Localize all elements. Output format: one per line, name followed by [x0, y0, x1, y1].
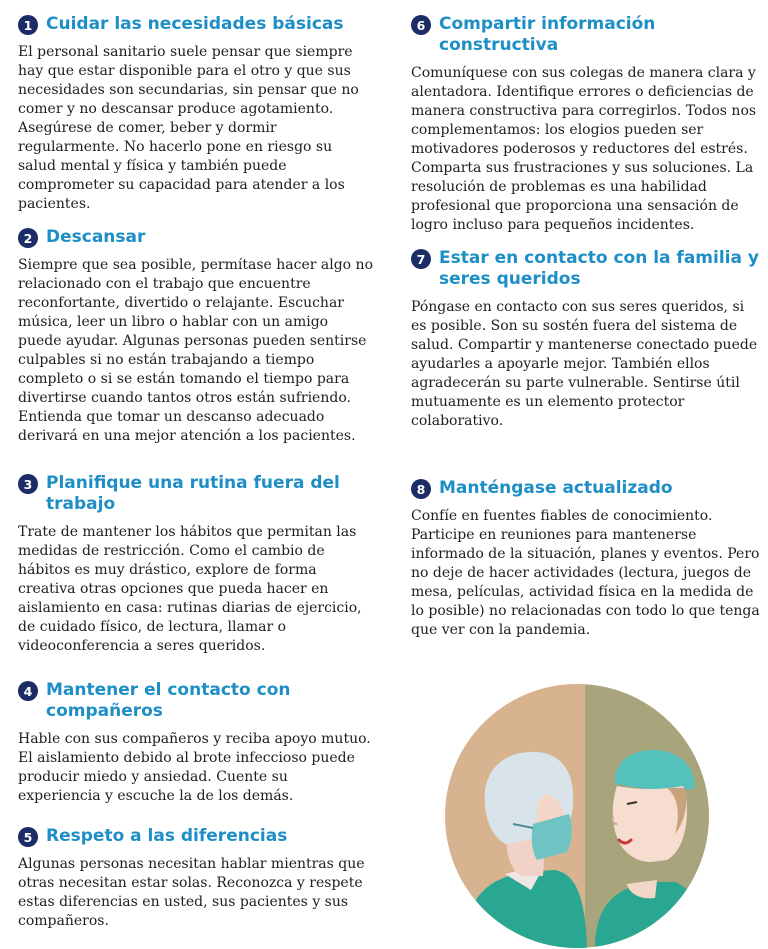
number-badge: 5 [18, 827, 38, 847]
number-badge: 6 [411, 15, 431, 35]
section-body: El personal sanitario suele pensar que siempre hay que estar disponible para el otro y que sus necesidades son secundarias, sin pensar que no comer y no descansar produce agotamiento. Asegúrese de comer, beber y dormir regularmente. No hacerlo pone en riesgo su salud mental y física y también puede comprometer su capacidad para atender a los pacientes. [18, 44, 359, 212]
number-badge: 3 [18, 474, 38, 494]
section-4 [18, 680, 373, 806]
section-3 [18, 473, 373, 656]
section-heading [18, 14, 373, 35]
section-heading [411, 248, 761, 290]
number-badge: 4 [18, 681, 38, 701]
section-heading [411, 14, 761, 56]
section-title: Compartir información constructiva [439, 14, 656, 55]
two-health-workers-icon [445, 684, 709, 948]
section-1 [18, 14, 373, 214]
section-heading [18, 826, 373, 847]
section-title: Mantener el contacto con compañeros [46, 680, 291, 721]
section-body: Hable con sus compañeros y reciba apoyo mutuo. El aislamiento debido al brote infeccioso puede producir miedo y ansiedad. Cuente su experiencia y escuche la de los demás. [18, 731, 371, 804]
section-heading [411, 478, 761, 499]
section-body: Póngase en contacto con sus seres queridos, si es posible. Son su sostén fuera del sistema de salud. Compartir y mantenerse conectado puede ayudarles a apoyarle mejor. También ellos agradecerán su parte vulnerable. Sentirse útil mutuamente es un elemento protector colaborativo. [411, 299, 758, 429]
number-badge: 1 [18, 15, 38, 35]
section-6 [411, 14, 761, 235]
section-5 [18, 826, 373, 931]
section-heading [18, 473, 373, 515]
section-8 [411, 478, 761, 640]
number-badge: 7 [411, 249, 431, 269]
section-title: Planifique una rutina fuera del trabajo [46, 473, 340, 514]
section-heading [18, 227, 373, 248]
section-title: Respeto a las diferencias [46, 826, 288, 846]
section-title: Estar en contacto con la familia y seres queridos [439, 248, 759, 289]
section-body: Siempre que sea posible, permítase hacer algo no relacionado con el trabajo que encuentre reconfortante, divertido o relajante. Escuchar música, leer un libro o hablar con un amigo puede ayudar. Algunas personas pueden sentirse culpables si no están trabajando a tiempo completo o si se están tomando el tiempo para divertirse cuando tantos otros están sufriendo. Entienda que tomar un descanso adecuado derivará en una mejor atención a los pacientes. [18, 257, 374, 444]
section-2 [18, 227, 373, 446]
section-title: Manténgase actualizado [439, 478, 673, 498]
section-body: Trate de mantener los hábitos que permitan las medidas de restricción. Como el cambio de hábitos es muy drástico, explore de forma creativa otras opciones que pueda hacer en aislamiento en casa: rutinas diarias de ejercicio, de cuidado físico, de lectura, llamar o videoconferencia a seres queridos. [18, 524, 362, 654]
section-title: Descansar [46, 227, 146, 247]
number-badge: 2 [18, 228, 38, 248]
section-body: Confíe en fuentes fiables de conocimiento. Participe en reuniones para mantenerse informado de la situación, planes y eventos. Pero no deje de hacer actividades (lectura, juegos de mesa, películas, actividad física en la medida de lo posible) no relacionadas con todo lo que tenga que ver con la pandemia. [411, 508, 760, 638]
section-body: Algunas personas necesitan hablar mientras que otras necesitan estar solas. Reconozca y respete estas diferencias en usted, sus pacientes y sus compañeros. [18, 856, 365, 929]
section-title: Cuidar las necesidades básicas [46, 14, 344, 34]
number-badge: 8 [411, 479, 431, 499]
section-body: Comuníquese con sus colegas de manera clara y alentadora. Identifique errores o deficiencias de manera constructiva para corregirlos. Todos nos complementamos: los elogios pueden ser motivadores poderosos y reductores del estrés. Comparta sus frustraciones y sus soluciones. La resolución de problemas es una habilidad profesional que proporciona una sensación de logro incluso para pequeños incidentes. [411, 65, 757, 233]
section-heading [18, 680, 373, 722]
section-7 [411, 248, 761, 431]
